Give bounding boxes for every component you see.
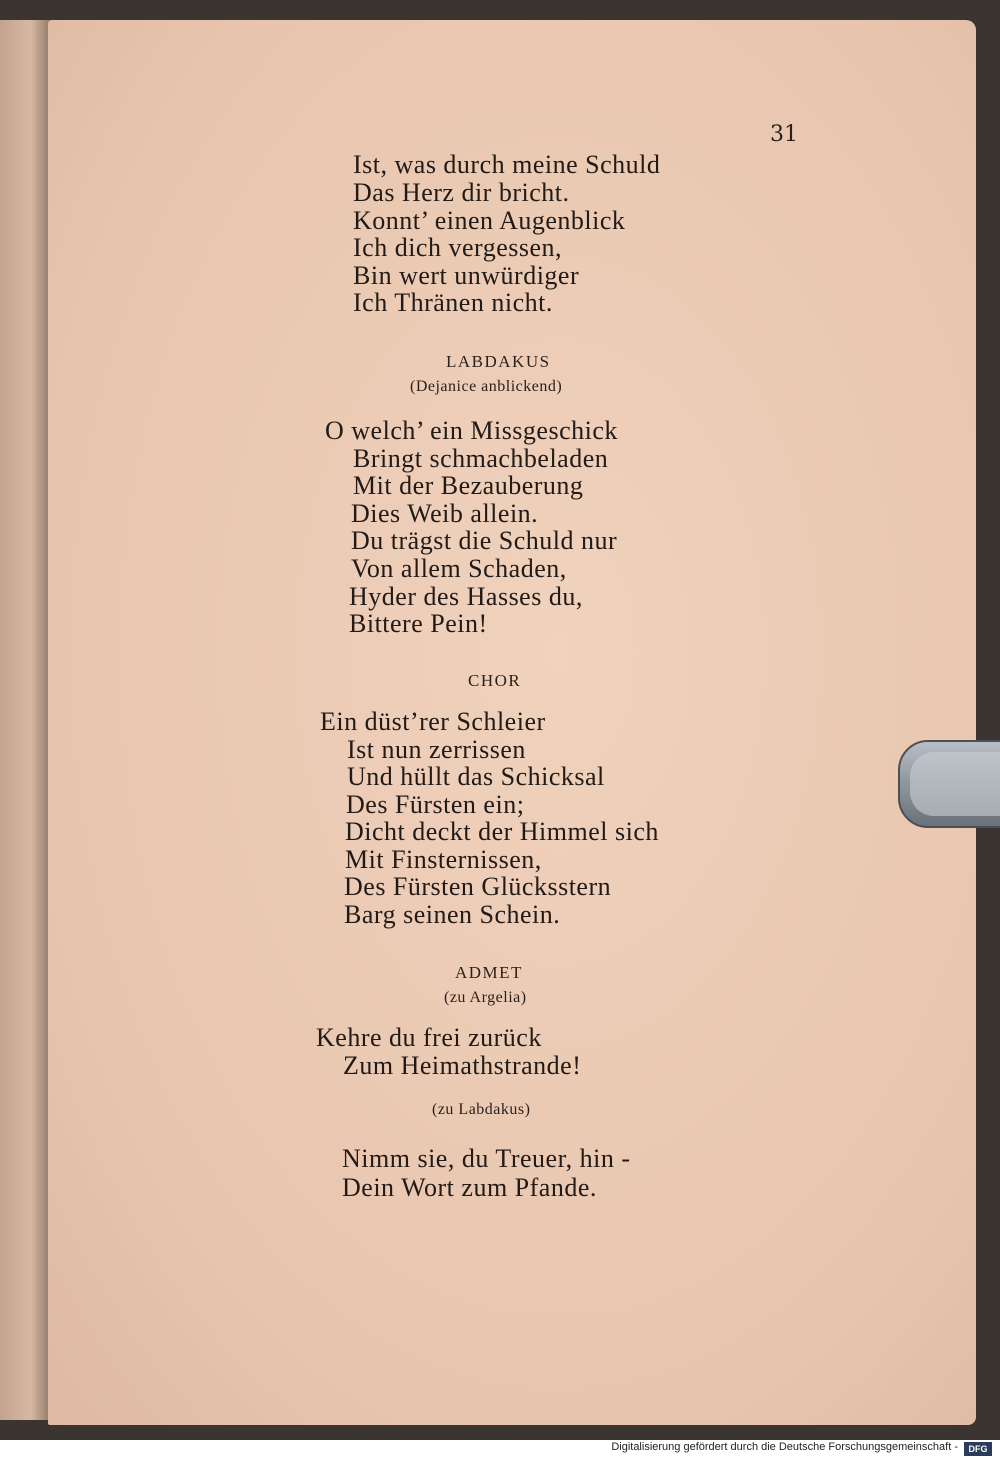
verse-line: Bittere Pein! xyxy=(349,609,488,638)
verse-line: Mit Finsternissen, xyxy=(345,845,542,874)
verse-line: Hyder des Hasses du, xyxy=(349,582,583,611)
verse-line: Von allem Schaden, xyxy=(351,554,567,583)
stage-direction: (zu Labdakus) xyxy=(432,1101,531,1118)
verse-line: Ich dich vergessen, xyxy=(353,233,563,262)
verse-line: Dies Weib allein. xyxy=(351,499,539,528)
verse-line: Konnt’ einen Augenblick xyxy=(353,206,626,235)
verse-line: Du trägst die Schuld nur xyxy=(351,526,618,555)
verse-line: Kehre du frei zurück xyxy=(316,1023,542,1052)
speaker-name: CHOR xyxy=(468,671,522,690)
speaker-name: LABDAKUS xyxy=(446,352,551,371)
funding-credit: Digitalisierung gefördert durch die Deutsche Forschungsgemeinschaft - xyxy=(611,1441,958,1453)
stage-direction: (zu Argelia) xyxy=(444,989,527,1006)
verse-line: Bin wert unwürdiger xyxy=(353,261,580,290)
verse-line: Ich Thränen nicht. xyxy=(353,288,553,317)
verse-line: Barg seinen Schein. xyxy=(344,900,561,929)
page-clip-highlight xyxy=(910,752,1000,816)
verse-line: Bringt schmachbeladen xyxy=(353,444,609,473)
page-number: 31 xyxy=(770,122,798,147)
verse-line: Und hüllt das Schicksal xyxy=(347,762,605,791)
verse-line: Mit der Bezauberung xyxy=(353,471,584,500)
verse-line: O welch’ ein Missgeschick xyxy=(325,416,618,445)
dfg-logo: DFG xyxy=(964,1442,992,1456)
verse-line: Dicht deckt der Himmel sich xyxy=(345,817,659,846)
stage-direction: (Dejanice anblickend) xyxy=(410,378,563,395)
facing-page-edge xyxy=(0,20,52,1420)
verse-line: Zum Heimathstrande! xyxy=(343,1051,582,1080)
verse-line: Ein düst’rer Schleier xyxy=(320,707,546,736)
verse-line: Ist nun zerrissen xyxy=(347,735,526,764)
verse-line: Nimm sie, du Treuer, hin - xyxy=(342,1144,631,1173)
speaker-name: ADMET xyxy=(455,963,523,982)
verse-line: Ist, was durch meine Schuld xyxy=(353,150,661,179)
verse-line: Des Fürsten ein; xyxy=(346,790,525,819)
verse-line: Des Fürsten Glücksstern xyxy=(344,872,612,901)
verse-line: Das Herz dir bricht. xyxy=(353,178,570,207)
verse-line: Dein Wort zum Pfande. xyxy=(342,1173,597,1202)
